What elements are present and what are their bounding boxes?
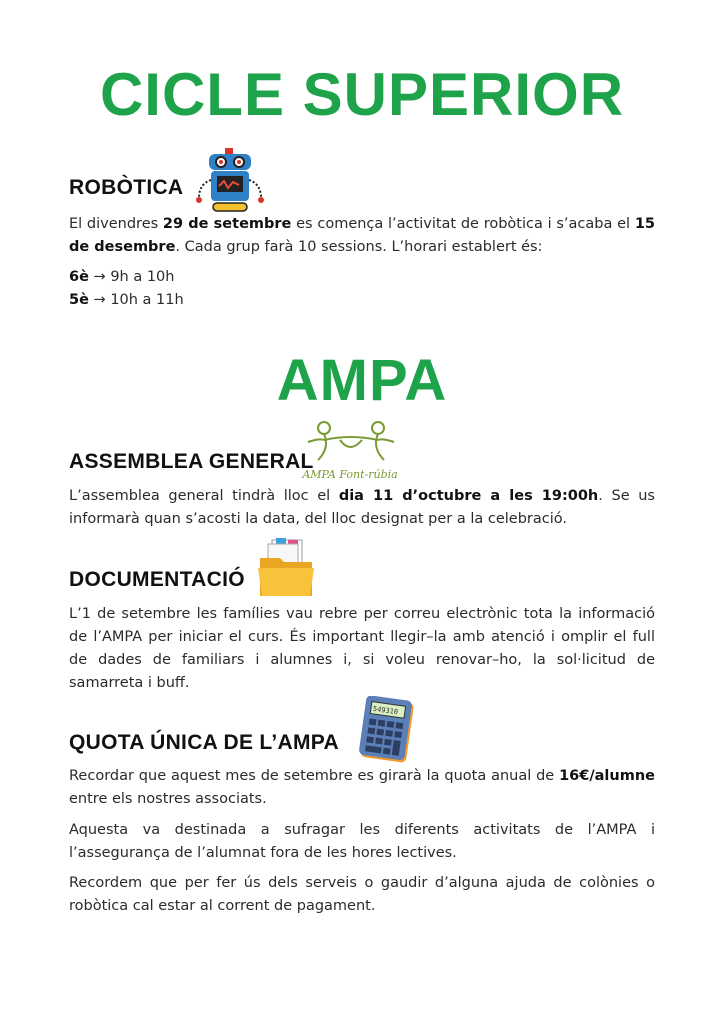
ampa-logo: [300, 418, 400, 482]
schedule-6e: 6è → 9h a 10h: [69, 269, 175, 285]
heading-documentacio: DOCUMENTACIÓ: [69, 568, 245, 591]
heading-quota-unica: QUOTA ÚNICA DE L’AMPA: [69, 731, 339, 754]
documentacio-paragraph: L’1 de setembre les famílies vau rebre per correu electrònic tota la informació de l’AMPA per iniciar el curs. És important llegir–la amb atenció i omplir el full de dades de familiars i alumnes i, si voleu renovar–ho, la sol·licitud de samarreta i buff.: [69, 606, 655, 691]
heading-assemblea-general: ASSEMBLEA GENERAL: [69, 450, 314, 473]
robot-icon: [193, 148, 267, 214]
calculator-icon: [356, 696, 418, 766]
calculator-display: 549310: [372, 704, 399, 717]
heading-robotica: ROBÒTICA: [69, 176, 184, 199]
ampa-logo-text: AMPA Font-rúbia: [302, 468, 398, 481]
section-title-ampa: AMPA: [276, 348, 448, 413]
schedule-5e: 5è → 10h a 11h: [69, 292, 184, 308]
robotica-paragraph: El divendres 29 de setembre es comença l’activitat de robòtica i s’acaba el 15 de desembre. Cada grup farà 10 sessions. L’horari establert és:: [69, 216, 655, 255]
section-title-cicle-superior: CICLE SUPERIOR: [99, 61, 625, 128]
folder-icon: [258, 538, 316, 598]
assemblea-paragraph: L’assemblea general tindrà lloc el dia 11 d’octubre a les 19:00h. Se us informarà quan s’acosti la data, del lloc designat per a la celebració.: [69, 488, 655, 527]
quota-paragraph-3: Recordem que per fer ús dels serveis o gaudir d’alguna ajuda de colònies o robòtica cal estar al corrent de pagament.: [69, 875, 655, 914]
quota-paragraph-1: Recordar que aquest mes de setembre es girarà la quota anual de 16€/alumne entre els nostres associats.: [69, 768, 655, 807]
quota-paragraph-2: Aquesta va destinada a sufragar les diferents activitats de l’AMPA i l’assegurança de l’alumnat fora de les hores lectives.: [69, 822, 655, 861]
